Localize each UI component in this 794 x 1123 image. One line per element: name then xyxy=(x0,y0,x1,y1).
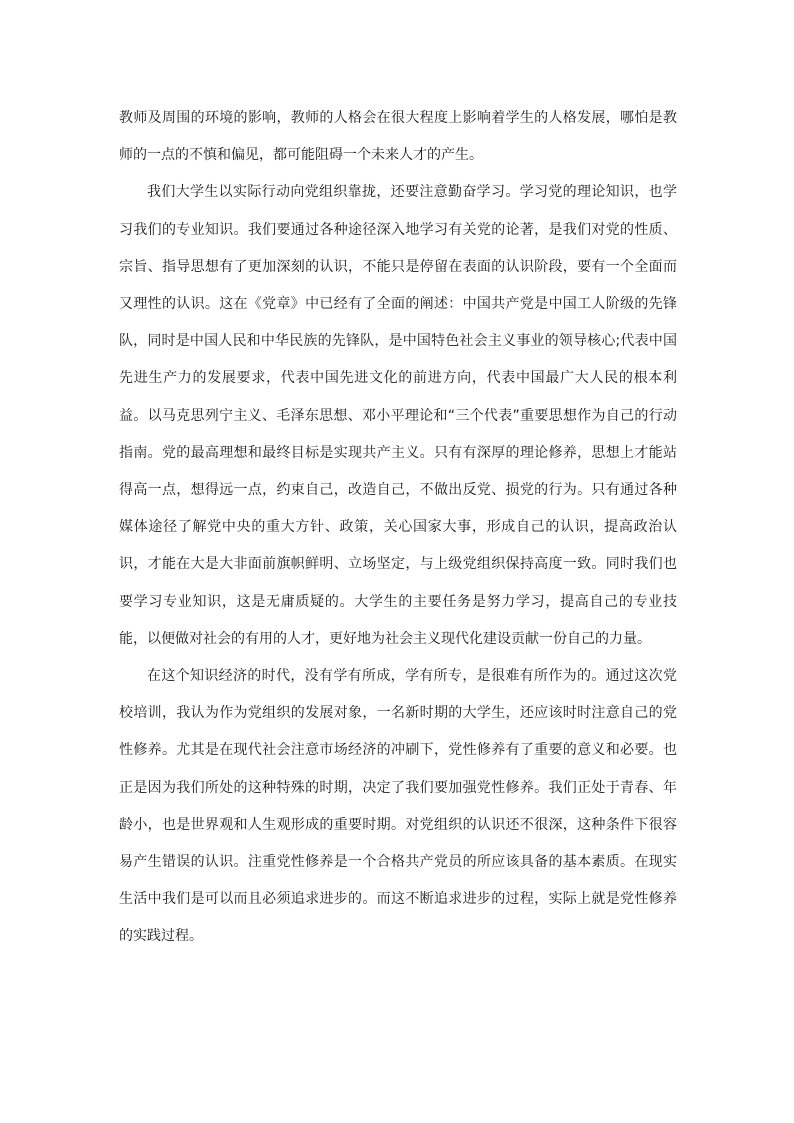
paragraph-party-cultivation: 在这个知识经济的时代，没有学有所成，学有所专，是很难有所作为的。通过这次党校培训，我认为作为党组织的发展对象，一名新时期的大学生，还应该时时注意自己的党性修养。尤其是在现代社会注意市场经济的冲刷下，党性修养有了重要的意义和必要。也正是因为我们所处的这种特殊的时期，决定了我们要加强党性修养。我们正处于青春、年龄小，也是世界观和人生观形成的重要时期。对党组织的认识还不很深，这种条件下很容易产生错误的认识。注重党性修养是一个合格共产党员的所应该具备的基本素质。在现实生活中我们是可以而且必须追求进步的。而这不断追求进步的过程，实际上就是党性修养的实践过程。 xyxy=(119,668,677,945)
paragraph-study-party-theory: 我们大学生以实际行动向党组织靠拢，还要注意勤奋学习。学习党的理论知识，也学习我们的专业知识。我们要通过各种途径深入地学习有关党的论著，是我们对党的性质、宗旨、指导思想有了更加深刻的认识，不能只是停留在表面的认识阶段，要有一个全面而又理性的认识。这在《党章》中已经有了全面的阐述：中国共产党是中国工人阶级的先锋队，同时是中国人民和中华民族的先锋队，是中国特色社会主义事业的领导核心;代表中国先进生产力的发展要求，代表中国先进文化的前进方向，代表中国最广大人民的根本利益。以马克思列宁主义、毛泽东思想、邓小平理论和“三个代表”重要思想作为自己的行动指南。党的最高理想和最终目标是实现共产主义。只有有深厚的理论修养，思想上才能站得高一点，想得远一点，约束自己，改造自己，不做出反党、损党的行为。只有通过各种媒体途径了解党中央的重大方针、政策，关心国家大事，形成自己的认识，提高政治认识，才能在大是大非面前旗帜鲜明、立场坚定，与上级党组织保持高度一致。同时我们也要学习专业知识，这是无庸质疑的。大学生的主要任务是努力学习，提高自己的专业技能，以便做对社会的有用的人才，更好地为社会主义现代化建设贡献一份自己的力量。 xyxy=(119,184,677,647)
paragraph-continued: 教师及周围的环境的影响，教师的人格会在很大程度上影响着学生的人格发展，哪怕是教师的一点的不慎和偏见，都可能阻碍一个未来人才的产生。 xyxy=(119,110,677,164)
document-body xyxy=(119,100,677,956)
